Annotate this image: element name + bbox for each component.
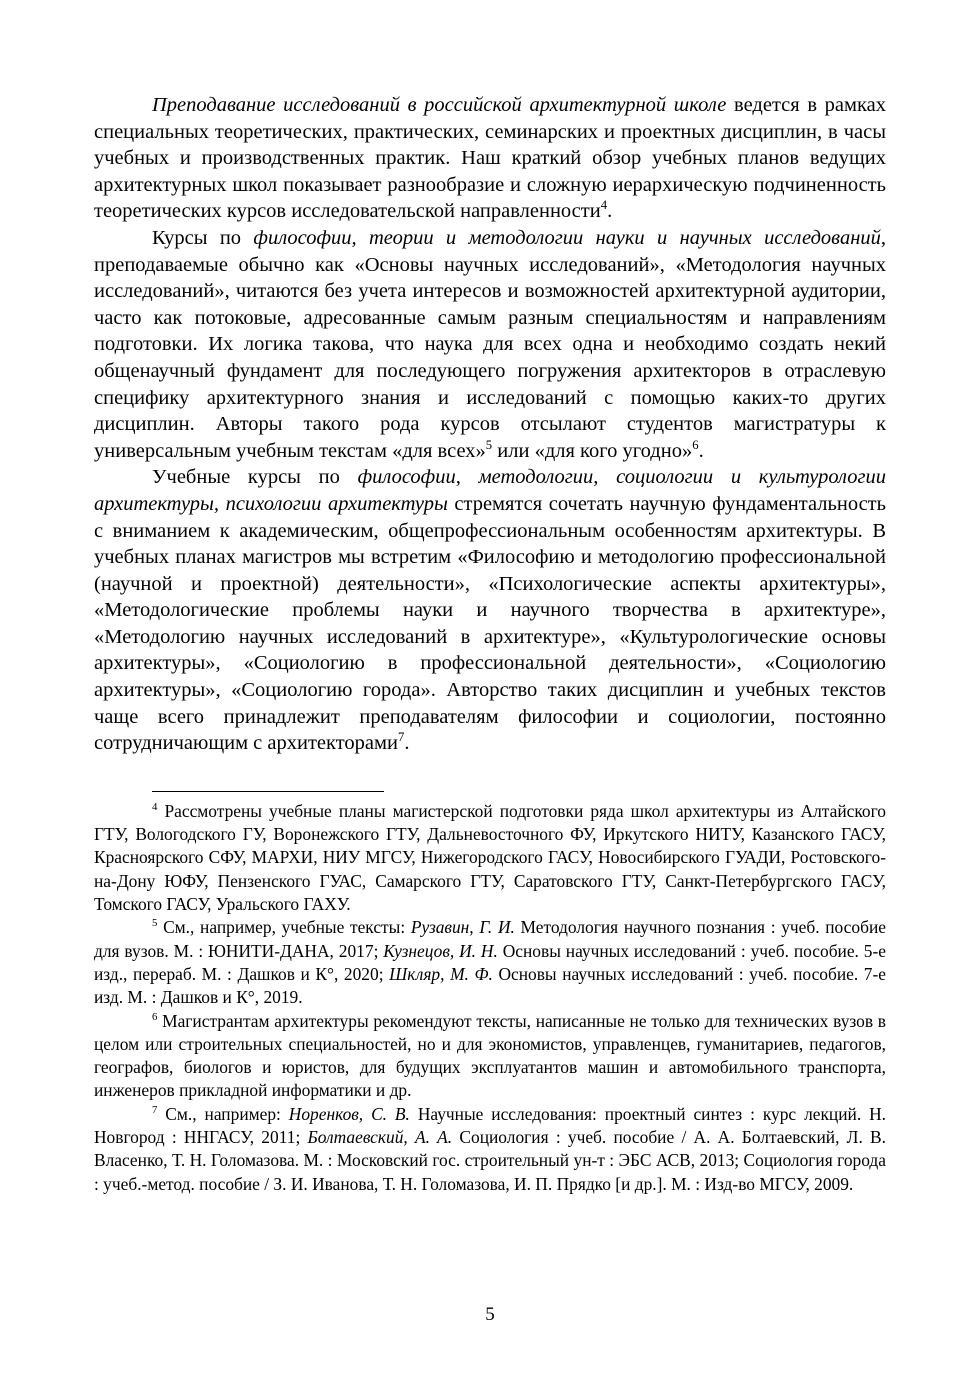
paragraph	[94, 92, 886, 225]
footnote-ref: 6	[152, 1010, 158, 1023]
text-run: Курсы по	[152, 226, 254, 249]
text-run: Методология научного познания : учеб. пособие для вузов. М. : ЮНИТИ-ДАНА, 2017;	[94, 917, 886, 961]
text-run: .	[698, 439, 704, 462]
main-text	[94, 92, 886, 757]
footnote	[94, 800, 886, 916]
footnote-ref: 5	[152, 917, 158, 930]
footnotes	[94, 800, 886, 1196]
text-run: стремятся сочетать научную фундаментальность с вниманием к академическим, общепрофессиональным особенностям архитектуры. В учебных планах магистров мы встретим «Философию и методологию профессиональной (научной и проектной) деятельности», «Психологические аспекты архитектуры», «Методологические проблемы науки и научного творчества в архитектуре», «Методологию научных исследований в архитектуре», «Культурологические основы архитектуры», «Социологию в профессиональной деятельности», «Социологию архитектуры», «Социологию города». Авторство таких дисциплин и учебных текстов чаще всего принадлежит преподавателям философии и социологии, постоянно сотрудничающим с архитекторами	[94, 492, 886, 755]
text-run: Научные исследования: проектный синтез : курс лекций. Н. Новгород : ННГАСУ, 2011;	[94, 1103, 886, 1147]
italic-run: Кузнецов, И. Н.	[383, 940, 498, 961]
paragraph	[94, 225, 886, 464]
italic-run: методологии, социологии и культурологии архитектуры, психологии архитектуры	[94, 466, 886, 515]
text-run: Рассмотрены учебные планы магистерской подготовки ряда школ архитектуры из Алтайского ГТУ, Вологодского ГУ, Воронежского ГТУ, Дальневосточного ФУ, Иркутского НИТУ, Казанского ГАСУ, Красноярского СФУ, МАРХИ, НИУ МГСУ, Нижегородского ГАСУ, Новосибирского ГУАДИ, Ростовского-на-Дону ЮФУ, Пензенского ГУАС, Самарского ГТУ, Саратовского ГТУ, Санкт-Петербургского ГАСУ, Томского ГАСУ, Уральского ГАХУ.	[94, 800, 886, 915]
footnote-ref: 6	[692, 437, 699, 452]
italic-run: Рузавин, Г. И.	[410, 917, 515, 938]
text-run: См., например:	[157, 1103, 289, 1124]
text-run: .	[607, 200, 613, 223]
text-run: См., например, учебные тексты:	[157, 917, 411, 938]
italic-run: философии	[357, 466, 456, 489]
footnote-ref: 7	[152, 1103, 158, 1116]
footnote-ref: 7	[397, 730, 405, 745]
text-run: Основы научных исследований : учеб. пособие. 7-е изд. М. : Дашков и К°, 2019.	[94, 963, 886, 1008]
footnote-ref: 5	[485, 437, 493, 452]
text-run: ведется в рамках специальных теоретических, практических, семинарских и проектных дисциплин, в часы учебных и производственных практик. Наш краткий обзор учебных планов ведущих архитектурных школ показывает разнообразие и сложную иерархическую подчиненность теоретических курсов исследовательской направленности	[94, 94, 886, 223]
text-run: Учебные курсы по	[152, 466, 358, 489]
italic-run: Шкляр, М. Ф.	[389, 963, 493, 984]
paragraph	[94, 464, 886, 757]
italic-run: Преподавание исследований в российской архитектурной школе	[152, 94, 727, 116]
footnote-separator	[152, 791, 384, 792]
footnote	[94, 1103, 886, 1196]
footnote-ref: 4	[152, 801, 158, 814]
text-run: Магистрантам архитектуры рекомендуют тексты, написанные не только для технических вузов в целом или строительных специальностей, но и для экономистов, управленцев, гуманитариев, педагогов, географов, биологов и юристов, для будущих эксплуатантов машин и автомобильного транспорта, инженеров прикладной информатики и др.	[94, 1010, 886, 1101]
page-number: 5	[485, 1304, 495, 1325]
italic-run: Норенков, С. В.	[288, 1103, 410, 1124]
text-run: или «для кого угодно»	[492, 439, 693, 462]
text-run: .	[404, 732, 410, 755]
document-page	[94, 92, 886, 1196]
footnote-ref: 4	[600, 198, 608, 213]
footnote	[94, 1010, 886, 1103]
text-run: Социология : учеб. пособие / А. А. Болтаевский, Л. В. Власенко, Т. Н. Голомазова. М. : Московский гос. строительный ун-т : ЭБС АСВ, 2013; Социология города : учеб.-метод. пособие / З. И. Иванова, Т. Н. Голомазова, И. П. Прядко [и др.]. М. : Изд-во МГСУ, 2009.	[94, 1127, 886, 1194]
italic-run: Болтаевский, А. А.	[307, 1127, 453, 1147]
text-run: ,	[455, 466, 479, 489]
footnote	[94, 916, 886, 1009]
text-run: , преподаваемые обычно как «Основы научных исследований», «Методология научных исследований», читаются без учета интересов и возможностей архитектурной аудитории, часто как потоковые, адресованные самым разным специальностям и направлениям подготовки. Их логика такова, что наука для всех одна и необходимо создать некий общенаучный фундамент для последующего погружения архитекторов в отраслевую специфику архитектурного знания и исследований с помощью каких-то других дисциплин. Авторы такого рода курсов отсылают студентов магистратуры к универсальным учебным текстам «для всех»	[94, 226, 886, 462]
italic-run: философии, теории и методологии науки и научных исследований	[253, 226, 881, 249]
text-run: Основы научных исследований : учеб. пособие. 5-е изд., перераб. М. : Дашков и К°, 2020;	[94, 940, 887, 984]
